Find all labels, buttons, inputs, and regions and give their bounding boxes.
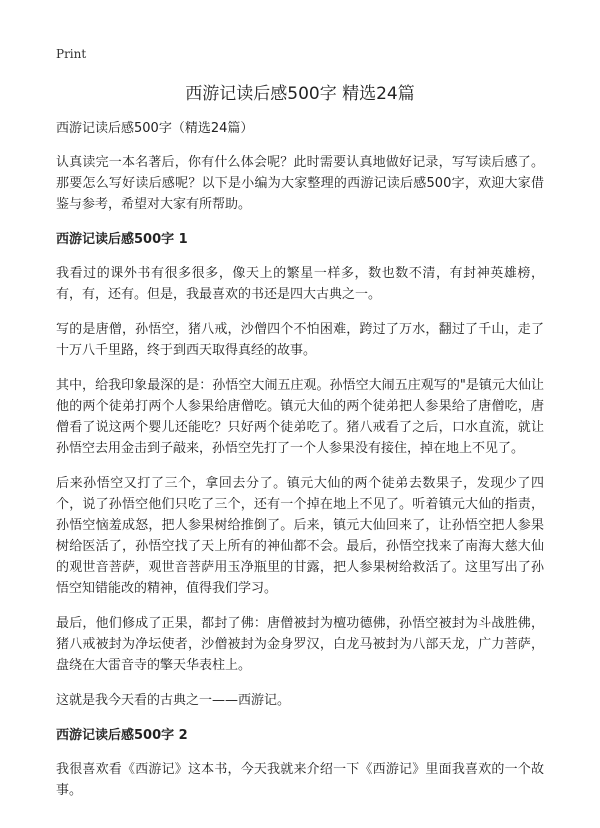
section-paragraph: 最后，他们修成了正果，都封了佛：唐僧被封为檀功德佛，孙悟空被封为斗战胜佛，猪八戒被封为净坛使者，沙僧被封为金身罗汉，白龙马被封为八部天龙，广力菩萨，盘绕在大雷音寺的擎天华表柱上。 bbox=[56, 616, 544, 673]
section-paragraph: 写的是唐僧，孙悟空，猪八戒，沙僧四个不怕困难，跨过了万水，翻过了千山，走了十万八千里路，终于到西天取得真经的故事。 bbox=[56, 322, 544, 358]
section-heading: 西游记读后感500字 2 bbox=[56, 728, 188, 743]
section-paragraph: 这就是我今天看的古典之一——西游记。 bbox=[56, 693, 291, 708]
section-heading: 西游记读后感500字 1 bbox=[56, 232, 188, 247]
intro-paragraph: 认真读完一本名著后，你有什么体会呢？此时需要认真地做好记录，写写读后感了。那要怎么写好读后感呢？以下是小编为大家整理的西游记读后感500字，欢迎大家借鉴与参考，希望对大家有所帮助。 bbox=[56, 155, 544, 212]
section-paragraph: 我很喜欢看《西游记》这本书，今天我就来介绍一下《西游记》里面我喜欢的一个故事。 bbox=[56, 762, 544, 798]
document-subtitle: 西游记读后感500字（精选24篇） bbox=[56, 121, 254, 136]
section-paragraph: 后来孙悟空又打了三个，拿回去分了。镇元大仙的两个徒弟去数果子，发现少了四个，说了孙悟空他们只吃了三个，还有一个掉在地上不见了。听着镇元大仙的指责，孙悟空恼羞成怒，把人参果树给推倒了。后来，镇元大仙回来了，让孙悟空把人参果树给医活了，孙悟空找了天上所有的神仙都不会。最后，孙悟空找来了南海大慈大仙的观世音菩萨，观世音菩萨用玉净瓶里的甘露，把人参果树给救活了。这里写出了孙悟空知错能改的精神，值得我们学习。 bbox=[56, 476, 544, 596]
section-paragraph: 其中，给我印象最深的是：孙悟空大闹五庄观。孙悟空大闹五庄观写的"是镇元大仙让他的两个徒弟打两个人参果给唐僧吃。镇元大仙的两个徒弟把人参果给了唐僧吃，唐僧看了说这两个婴儿还能吃？只好两个徒弟吃了。猪八戒看了之后，口水直流，就让孙悟空去用金击到子敲来，孙悟空先打了一个人参果没有接住，掉在地上不见了。 bbox=[56, 378, 544, 456]
print-link[interactable]: Print bbox=[56, 47, 87, 61]
section-paragraph: 我看过的课外书有很多很多，像天上的繁星一样多，数也数不清，有封神英雄榜，有，有，还有。但是，我最喜欢的书还是四大古典之一。 bbox=[56, 266, 544, 302]
section-2 bbox=[56, 725, 544, 801]
document-title: 西游记读后感500字 精选24篇 bbox=[185, 84, 415, 104]
section-1 bbox=[56, 229, 544, 711]
